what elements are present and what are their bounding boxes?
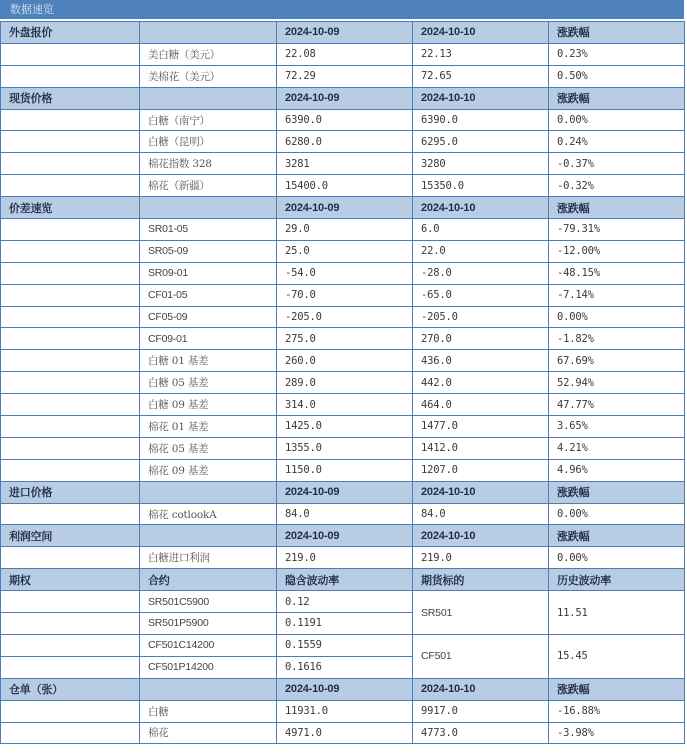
value-date2: 6295.0 xyxy=(413,131,549,153)
column-header-date1: 2024-10-09 xyxy=(277,197,413,219)
value-date1: 11931.0 xyxy=(277,700,413,722)
blank-cell xyxy=(1,547,140,569)
column-header-date1: 2024-10-09 xyxy=(277,525,413,547)
table-row xyxy=(1,284,685,306)
implied-vol: 0.1616 xyxy=(277,656,413,678)
column-header-hist-vol: 历史波动率 xyxy=(549,569,685,591)
value-change: 0.00% xyxy=(549,547,685,569)
item-name: 白糖（昆明） xyxy=(140,131,277,153)
underlying-contract: SR501 xyxy=(413,591,549,635)
value-date2: 84.0 xyxy=(413,503,549,525)
item-name: 白糖 05 基差 xyxy=(140,372,277,394)
blank-cell xyxy=(1,634,140,656)
option-contract: SR501C5900 xyxy=(140,591,277,613)
blank-cell xyxy=(1,700,140,722)
blank-cell xyxy=(1,722,140,744)
column-header-change: 涨跌幅 xyxy=(549,678,685,700)
value-date1: 219.0 xyxy=(277,547,413,569)
value-change: 47.77% xyxy=(549,394,685,416)
value-change: -16.88% xyxy=(549,700,685,722)
column-header-implied-vol: 隐含波动率 xyxy=(277,569,413,591)
value-change: 0.00% xyxy=(549,503,685,525)
item-name: 棉花 cotlookA xyxy=(140,503,277,525)
section-label: 现货价格 xyxy=(1,87,140,109)
blank-cell xyxy=(1,109,140,131)
value-date1: -54.0 xyxy=(277,262,413,284)
value-change: -48.15% xyxy=(549,262,685,284)
item-name: SR05-09 xyxy=(140,240,277,262)
item-name: 棉花 05 基差 xyxy=(140,437,277,459)
item-name: SR01-05 xyxy=(140,219,277,241)
column-header-change: 涨跌幅 xyxy=(549,87,685,109)
value-date1: 22.08 xyxy=(277,43,413,65)
column-header-date1: 2024-10-09 xyxy=(277,87,413,109)
value-date1: -70.0 xyxy=(277,284,413,306)
section-label: 利润空间 xyxy=(1,525,140,547)
value-change: -0.32% xyxy=(549,175,685,197)
value-date2: 442.0 xyxy=(413,372,549,394)
value-change: -7.14% xyxy=(549,284,685,306)
value-date1: 289.0 xyxy=(277,372,413,394)
table-row xyxy=(1,437,685,459)
value-date1: 6390.0 xyxy=(277,109,413,131)
blank-cell xyxy=(1,240,140,262)
blank-cell xyxy=(1,503,140,525)
table-row xyxy=(1,634,685,656)
value-date1: 3281 xyxy=(277,153,413,175)
column-header xyxy=(140,87,277,109)
table-row xyxy=(1,153,685,175)
column-header-change: 涨跌幅 xyxy=(549,22,685,44)
value-date2: -205.0 xyxy=(413,306,549,328)
value-date2: 436.0 xyxy=(413,350,549,372)
option-contract: CF501P14200 xyxy=(140,656,277,678)
column-header-date2: 2024-10-10 xyxy=(413,87,549,109)
option-contract: SR501P5900 xyxy=(140,613,277,635)
section-header-warehouse xyxy=(1,678,685,700)
value-date2: 219.0 xyxy=(413,547,549,569)
value-date1: 6280.0 xyxy=(277,131,413,153)
value-date2: 4773.0 xyxy=(413,722,549,744)
value-change: 0.50% xyxy=(549,65,685,87)
table-row xyxy=(1,109,685,131)
blank-cell xyxy=(1,416,140,438)
value-date1: 260.0 xyxy=(277,350,413,372)
value-date2: 22.0 xyxy=(413,240,549,262)
column-header-date2: 2024-10-10 xyxy=(413,22,549,44)
panel-title: 数据速览 xyxy=(0,0,684,21)
value-change: 4.21% xyxy=(549,437,685,459)
value-date1: 1150.0 xyxy=(277,459,413,481)
table-row xyxy=(1,372,685,394)
value-date1: 25.0 xyxy=(277,240,413,262)
value-change: 0.24% xyxy=(549,131,685,153)
value-date1: 1425.0 xyxy=(277,416,413,438)
column-header-date2: 2024-10-10 xyxy=(413,678,549,700)
item-name: 美棉花（美元） xyxy=(140,65,277,87)
blank-cell xyxy=(1,43,140,65)
item-name: 棉花 01 基差 xyxy=(140,416,277,438)
section-header-options xyxy=(1,569,685,591)
value-change: 4.96% xyxy=(549,459,685,481)
value-date1: 275.0 xyxy=(277,328,413,350)
column-header-underlying: 期货标的 xyxy=(413,569,549,591)
column-header-date1: 2024-10-09 xyxy=(277,678,413,700)
table-row xyxy=(1,503,685,525)
column-header-contract: 合约 xyxy=(140,569,277,591)
blank-cell xyxy=(1,284,140,306)
value-date2: 6.0 xyxy=(413,219,549,241)
table-row xyxy=(1,700,685,722)
column-header-date1: 2024-10-09 xyxy=(277,481,413,503)
table-row xyxy=(1,547,685,569)
table-row xyxy=(1,175,685,197)
value-change: -0.37% xyxy=(549,153,685,175)
item-name: 白糖 09 基差 xyxy=(140,394,277,416)
column-header xyxy=(140,525,277,547)
table-row xyxy=(1,262,685,284)
item-name: SR09-01 xyxy=(140,262,277,284)
value-date2: 270.0 xyxy=(413,328,549,350)
column-header-date2: 2024-10-10 xyxy=(413,197,549,219)
value-date2: 72.65 xyxy=(413,65,549,87)
value-date2: 464.0 xyxy=(413,394,549,416)
section-label: 价差速览 xyxy=(1,197,140,219)
value-date1: 314.0 xyxy=(277,394,413,416)
value-date2: 6390.0 xyxy=(413,109,549,131)
value-change: 3.65% xyxy=(549,416,685,438)
blank-cell xyxy=(1,394,140,416)
section-header-import xyxy=(1,481,685,503)
implied-vol: 0.1191 xyxy=(277,613,413,635)
table-row xyxy=(1,65,685,87)
implied-vol: 0.1559 xyxy=(277,634,413,656)
value-date1: 15400.0 xyxy=(277,175,413,197)
value-date2: 3280 xyxy=(413,153,549,175)
blank-cell xyxy=(1,328,140,350)
item-name: 白糖进口利润 xyxy=(140,547,277,569)
value-date2: 15350.0 xyxy=(413,175,549,197)
table-row xyxy=(1,328,685,350)
value-change: 52.94% xyxy=(549,372,685,394)
section-label: 期权 xyxy=(1,569,140,591)
value-change: 0.00% xyxy=(549,306,685,328)
column-header xyxy=(140,22,277,44)
value-change: -3.98% xyxy=(549,722,685,744)
value-date1: 84.0 xyxy=(277,503,413,525)
item-name: CF05-09 xyxy=(140,306,277,328)
table-row xyxy=(1,416,685,438)
blank-cell xyxy=(1,131,140,153)
value-date2: 1412.0 xyxy=(413,437,549,459)
value-date2: 1207.0 xyxy=(413,459,549,481)
blank-cell xyxy=(1,153,140,175)
value-date2: -28.0 xyxy=(413,262,549,284)
table-row xyxy=(1,131,685,153)
table-row xyxy=(1,219,685,241)
value-change: 67.69% xyxy=(549,350,685,372)
value-change: -12.00% xyxy=(549,240,685,262)
implied-vol: 0.12 xyxy=(277,591,413,613)
blank-cell xyxy=(1,175,140,197)
column-header-date1: 2024-10-09 xyxy=(277,22,413,44)
column-header-change: 涨跌幅 xyxy=(549,481,685,503)
value-date1: -205.0 xyxy=(277,306,413,328)
blank-cell xyxy=(1,656,140,678)
table-row xyxy=(1,240,685,262)
value-date1: 72.29 xyxy=(277,65,413,87)
blank-cell xyxy=(1,613,140,635)
value-date1: 29.0 xyxy=(277,219,413,241)
blank-cell xyxy=(1,350,140,372)
hist-vol: 11.51 xyxy=(549,591,685,635)
value-change: 0.23% xyxy=(549,43,685,65)
section-header-spread xyxy=(1,197,685,219)
blank-cell xyxy=(1,262,140,284)
column-header xyxy=(140,678,277,700)
column-header-date2: 2024-10-10 xyxy=(413,481,549,503)
table-row xyxy=(1,591,685,613)
item-name: 棉花（新疆） xyxy=(140,175,277,197)
column-header xyxy=(140,197,277,219)
section-label: 外盘报价 xyxy=(1,22,140,44)
column-header-change: 涨跌幅 xyxy=(549,197,685,219)
blank-cell xyxy=(1,591,140,613)
value-date2: 9917.0 xyxy=(413,700,549,722)
item-name: CF01-05 xyxy=(140,284,277,306)
section-header-spot xyxy=(1,87,685,109)
section-header-overseas xyxy=(1,22,685,44)
table-row xyxy=(1,722,685,744)
item-name: 白糖（南宁） xyxy=(140,109,277,131)
item-name: 白糖 xyxy=(140,700,277,722)
value-date2: 22.13 xyxy=(413,43,549,65)
blank-cell xyxy=(1,437,140,459)
item-name: 白糖 01 基差 xyxy=(140,350,277,372)
option-contract: CF501C14200 xyxy=(140,634,277,656)
section-label: 仓单（张） xyxy=(1,678,140,700)
table-row xyxy=(1,394,685,416)
table-row xyxy=(1,43,685,65)
column-header-date2: 2024-10-10 xyxy=(413,525,549,547)
underlying-contract: CF501 xyxy=(413,634,549,678)
value-date2: 1477.0 xyxy=(413,416,549,438)
blank-cell xyxy=(1,219,140,241)
value-date2: -65.0 xyxy=(413,284,549,306)
item-name: 美白糖（美元） xyxy=(140,43,277,65)
column-header-change: 涨跌幅 xyxy=(549,525,685,547)
value-date1: 1355.0 xyxy=(277,437,413,459)
table-row xyxy=(1,306,685,328)
data-overview-table xyxy=(0,21,685,744)
section-label: 进口价格 xyxy=(1,481,140,503)
value-date1: 4971.0 xyxy=(277,722,413,744)
value-change: -1.82% xyxy=(549,328,685,350)
item-name: 棉花指数 328 xyxy=(140,153,277,175)
blank-cell xyxy=(1,306,140,328)
table-row xyxy=(1,459,685,481)
item-name: 棉花 xyxy=(140,722,277,744)
item-name: CF09-01 xyxy=(140,328,277,350)
table-row xyxy=(1,350,685,372)
blank-cell xyxy=(1,372,140,394)
blank-cell xyxy=(1,459,140,481)
item-name: 棉花 09 基差 xyxy=(140,459,277,481)
section-header-profit xyxy=(1,525,685,547)
value-change: 0.00% xyxy=(549,109,685,131)
column-header xyxy=(140,481,277,503)
value-change: -79.31% xyxy=(549,219,685,241)
hist-vol: 15.45 xyxy=(549,634,685,678)
blank-cell xyxy=(1,65,140,87)
